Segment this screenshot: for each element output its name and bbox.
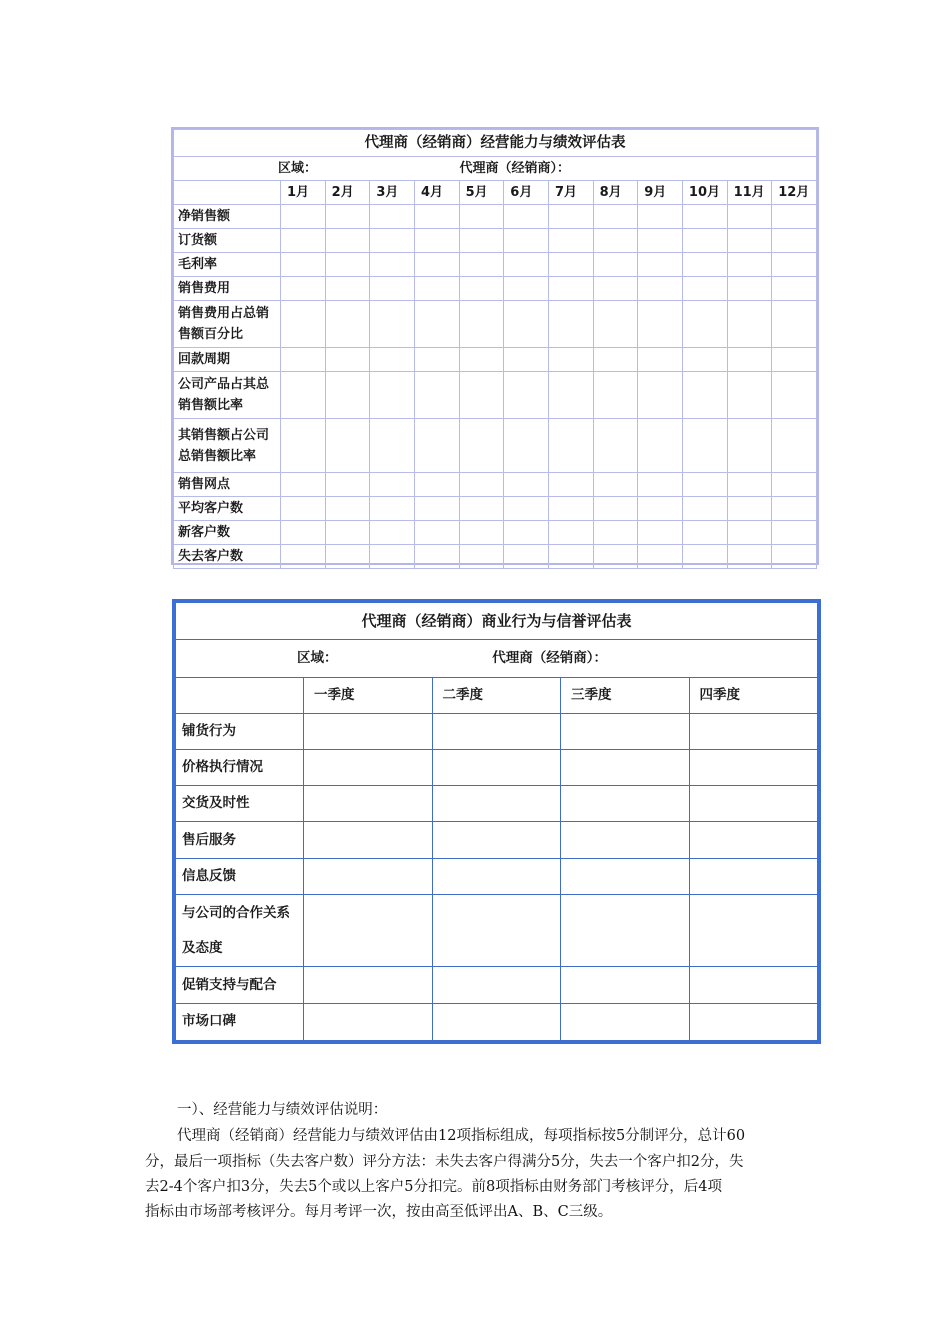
input-cell[interactable] [548, 473, 593, 497]
month-header: 3月 [370, 181, 415, 205]
input-cell[interactable] [682, 277, 727, 301]
row-label-line: 总销售额比率 [178, 448, 257, 464]
input-cell[interactable] [638, 229, 683, 253]
input-cell[interactable] [772, 419, 817, 473]
input-cell[interactable] [682, 372, 727, 419]
input-cell[interactable] [281, 277, 326, 301]
row-label-line: 促销支持与配合 [182, 976, 277, 993]
row-label [176, 1003, 304, 1040]
row-label [176, 822, 304, 858]
input-cell[interactable] [548, 205, 593, 229]
input-cell[interactable] [304, 1003, 433, 1040]
input-cell[interactable] [432, 858, 561, 894]
input-cell[interactable] [727, 497, 772, 521]
row-label [176, 749, 304, 785]
table-row [174, 301, 817, 348]
table-row [176, 749, 818, 785]
row-label-line: 售额百分比 [178, 327, 244, 342]
input-cell[interactable] [638, 277, 683, 301]
row-label-line: 公司产品占其总 [178, 377, 270, 392]
input-cell[interactable] [459, 497, 504, 521]
input-cell[interactable] [682, 419, 727, 473]
row-label [174, 473, 281, 497]
month-header: 9月 [638, 181, 683, 205]
input-cell[interactable] [727, 277, 772, 301]
quarter-header: 三季度 [561, 677, 690, 713]
row-label [174, 301, 281, 348]
input-cell[interactable] [593, 521, 638, 545]
table1-region-row [174, 157, 817, 181]
input-cell[interactable] [682, 473, 727, 497]
input-cell[interactable] [548, 348, 593, 372]
input-cell[interactable] [325, 419, 370, 473]
input-cell[interactable] [414, 205, 459, 229]
month-header: 11月 [727, 181, 772, 205]
input-cell[interactable] [325, 301, 370, 348]
input-cell[interactable] [689, 713, 818, 749]
table1-agent-label: 代理商（经销商）： [459, 161, 571, 176]
row-label-line: 净销售额 [178, 209, 231, 224]
table2-corner-cell [176, 677, 304, 713]
input-cell[interactable] [504, 253, 549, 277]
input-cell[interactable] [504, 277, 549, 301]
input-cell[interactable] [593, 545, 638, 569]
row-label [176, 858, 304, 894]
month-header: 5月 [459, 181, 504, 205]
table-row [176, 822, 818, 858]
input-cell[interactable] [281, 521, 326, 545]
row-label [174, 521, 281, 545]
input-cell[interactable] [370, 229, 415, 253]
input-cell[interactable] [727, 348, 772, 372]
row-label [174, 545, 281, 569]
row-label [174, 205, 281, 229]
input-cell[interactable] [281, 229, 326, 253]
input-cell[interactable] [638, 473, 683, 497]
table-row [176, 713, 818, 749]
performance-evaluation-table [171, 127, 819, 565]
input-cell[interactable] [504, 372, 549, 419]
input-cell[interactable] [325, 205, 370, 229]
input-cell[interactable] [727, 372, 772, 419]
table-row [176, 894, 818, 966]
business-credit-evaluation-table [172, 599, 821, 1044]
table-row [174, 545, 817, 569]
input-cell[interactable] [638, 545, 683, 569]
row-label [176, 967, 304, 1003]
input-cell[interactable] [638, 419, 683, 473]
input-cell[interactable] [459, 253, 504, 277]
input-cell[interactable] [689, 894, 818, 966]
quarter-header: 一季度 [304, 677, 433, 713]
input-cell[interactable] [772, 372, 817, 419]
input-cell[interactable] [414, 372, 459, 419]
input-cell[interactable] [459, 521, 504, 545]
input-cell[interactable] [304, 967, 433, 1003]
table-row [174, 253, 817, 277]
input-cell[interactable] [370, 473, 415, 497]
input-cell[interactable] [593, 473, 638, 497]
input-cell[interactable] [682, 301, 727, 348]
input-cell[interactable] [772, 205, 817, 229]
input-cell[interactable] [304, 894, 433, 966]
input-cell[interactable] [689, 858, 818, 894]
input-cell[interactable] [593, 277, 638, 301]
input-cell[interactable] [561, 967, 690, 1003]
quarter-header: 二季度 [432, 677, 561, 713]
input-cell[interactable] [414, 497, 459, 521]
input-cell[interactable] [504, 497, 549, 521]
input-cell[interactable] [370, 253, 415, 277]
input-cell[interactable] [325, 372, 370, 419]
input-cell[interactable] [689, 967, 818, 1003]
table-row [176, 858, 818, 894]
input-cell[interactable] [682, 229, 727, 253]
input-cell[interactable] [432, 894, 561, 966]
input-cell[interactable] [370, 521, 415, 545]
row-label-line: 销售费用 [178, 281, 231, 296]
quarter-header: 四季度 [689, 677, 818, 713]
table-row [174, 497, 817, 521]
row-label [176, 713, 304, 749]
description-line: 代理商（经销商）经营能力与绩效评估由12项指标组成，每项指标按5分制评分，总计60 [177, 1128, 746, 1144]
input-cell[interactable] [593, 253, 638, 277]
input-cell[interactable] [414, 277, 459, 301]
input-cell[interactable] [281, 205, 326, 229]
input-cell[interactable] [593, 372, 638, 419]
input-cell[interactable] [504, 419, 549, 473]
table-row [174, 348, 817, 372]
input-cell[interactable] [370, 205, 415, 229]
input-cell[interactable] [281, 372, 326, 419]
input-cell[interactable] [504, 545, 549, 569]
row-label [174, 372, 281, 419]
input-cell[interactable] [281, 348, 326, 372]
input-cell[interactable] [772, 473, 817, 497]
input-cell[interactable] [459, 545, 504, 569]
input-cell[interactable] [432, 1003, 561, 1040]
row-label-line: 信息反馈 [182, 867, 236, 884]
input-cell[interactable] [772, 253, 817, 277]
input-cell[interactable] [772, 497, 817, 521]
table2-region-row [176, 640, 818, 677]
input-cell[interactable] [325, 497, 370, 521]
table2-region-label: 区域： [297, 649, 338, 666]
input-cell[interactable] [593, 205, 638, 229]
input-cell[interactable] [689, 1003, 818, 1040]
input-cell[interactable] [432, 786, 561, 822]
input-cell[interactable] [638, 205, 683, 229]
input-cell[interactable] [432, 822, 561, 858]
input-cell[interactable] [772, 521, 817, 545]
input-cell[interactable] [432, 713, 561, 749]
input-cell[interactable] [727, 205, 772, 229]
row-label-line: 回款周期 [178, 352, 231, 367]
input-cell[interactable] [370, 277, 415, 301]
input-cell[interactable] [325, 545, 370, 569]
input-cell[interactable] [459, 301, 504, 348]
input-cell[interactable] [370, 348, 415, 372]
input-cell[interactable] [638, 372, 683, 419]
row-label-line: 订货额 [178, 233, 218, 248]
input-cell[interactable] [561, 713, 690, 749]
table-row [176, 1003, 818, 1040]
input-cell[interactable] [414, 301, 459, 348]
input-cell[interactable] [727, 253, 772, 277]
table-row [174, 419, 817, 473]
input-cell[interactable] [281, 545, 326, 569]
table-row [174, 473, 817, 497]
input-cell[interactable] [593, 419, 638, 473]
month-header: 12月 [772, 181, 817, 205]
input-cell[interactable] [459, 229, 504, 253]
month-header: 10月 [682, 181, 727, 205]
row-label-line: 新客户数 [178, 525, 231, 540]
row-label-line: 市场口碑 [182, 1013, 236, 1030]
month-header: 2月 [325, 181, 370, 205]
input-cell[interactable] [504, 521, 549, 545]
input-cell[interactable] [281, 497, 326, 521]
input-cell[interactable] [689, 786, 818, 822]
input-cell[interactable] [370, 372, 415, 419]
input-cell[interactable] [304, 858, 433, 894]
input-cell[interactable] [682, 253, 727, 277]
input-cell[interactable] [682, 545, 727, 569]
input-cell[interactable] [304, 786, 433, 822]
input-cell[interactable] [414, 419, 459, 473]
month-header: 1月 [281, 181, 326, 205]
input-cell[interactable] [561, 822, 690, 858]
row-label-line: 销售网点 [178, 477, 231, 492]
input-cell[interactable] [281, 253, 326, 277]
input-cell[interactable] [638, 301, 683, 348]
row-label-line: 铺货行为 [182, 722, 236, 739]
input-cell[interactable] [504, 473, 549, 497]
input-cell[interactable] [593, 229, 638, 253]
input-cell[interactable] [638, 497, 683, 521]
input-cell[interactable] [727, 301, 772, 348]
input-cell[interactable] [414, 253, 459, 277]
input-cell[interactable] [432, 967, 561, 1003]
input-cell[interactable] [561, 786, 690, 822]
table-row [174, 205, 817, 229]
row-label [174, 229, 281, 253]
input-cell[interactable] [727, 229, 772, 253]
table-row [174, 277, 817, 301]
input-cell[interactable] [325, 348, 370, 372]
description-line: 指标由市场部考核评分。每月考评一次，按由高至低评出A、B、C三级。 [145, 1204, 613, 1220]
row-label [176, 786, 304, 822]
input-cell[interactable] [504, 229, 549, 253]
row-label-line: 交货及时性 [182, 795, 250, 812]
description-line: 分，最后一项指标（失去客户数）评分方法：未失去客户得满分5分，失去一个客户扣2分，失 [145, 1154, 744, 1170]
description-line: 去2-4个客户扣3分，失去5个或以上客户5分扣完。前8项指标由财务部门考核评分，后4项 [145, 1179, 722, 1195]
table-row [174, 372, 817, 419]
table-row [176, 786, 818, 822]
input-cell[interactable] [561, 1003, 690, 1040]
input-cell[interactable] [304, 749, 433, 785]
table-row [174, 521, 817, 545]
input-cell[interactable] [772, 229, 817, 253]
input-cell[interactable] [504, 301, 549, 348]
input-cell[interactable] [281, 473, 326, 497]
month-header: 8月 [593, 181, 638, 205]
input-cell[interactable] [689, 749, 818, 785]
input-cell[interactable] [459, 348, 504, 372]
input-cell[interactable] [414, 545, 459, 569]
input-cell[interactable] [325, 229, 370, 253]
input-cell[interactable] [548, 301, 593, 348]
row-label-line: 价格执行情况 [182, 759, 263, 776]
description-heading: 一）、经营能力与绩效评估说明： [177, 1102, 388, 1118]
input-cell[interactable] [504, 348, 549, 372]
input-cell[interactable] [727, 521, 772, 545]
input-cell[interactable] [548, 521, 593, 545]
input-cell[interactable] [689, 822, 818, 858]
input-cell[interactable] [414, 229, 459, 253]
row-label-line: 其销售额占公司 [178, 427, 270, 443]
row-label [174, 497, 281, 521]
month-header: 6月 [504, 181, 549, 205]
input-cell[interactable] [682, 205, 727, 229]
input-cell[interactable] [593, 497, 638, 521]
input-cell[interactable] [370, 419, 415, 473]
input-cell[interactable] [772, 348, 817, 372]
row-label-line: 及态度 [182, 939, 223, 956]
input-cell[interactable] [593, 301, 638, 348]
input-cell[interactable] [561, 749, 690, 785]
input-cell[interactable] [370, 301, 415, 348]
input-cell[interactable] [548, 229, 593, 253]
row-label-line: 销售费用占总销 [178, 306, 270, 321]
input-cell[interactable] [459, 205, 504, 229]
row-label-line: 失去客户数 [178, 549, 244, 564]
row-label [174, 253, 281, 277]
input-cell[interactable] [325, 521, 370, 545]
row-label [174, 348, 281, 372]
input-cell[interactable] [682, 497, 727, 521]
input-cell[interactable] [682, 521, 727, 545]
input-cell[interactable] [772, 545, 817, 569]
input-cell[interactable] [682, 348, 727, 372]
table1-title: 代理商（经销商）经营能力与绩效评估表 [174, 130, 817, 157]
input-cell[interactable] [638, 521, 683, 545]
input-cell[interactable] [281, 419, 326, 473]
input-cell[interactable] [772, 277, 817, 301]
input-cell[interactable] [561, 894, 690, 966]
input-cell[interactable] [548, 545, 593, 569]
table2-title: 代理商（经销商）商业行为与信誉评估表 [176, 603, 818, 640]
table-row [176, 967, 818, 1003]
input-cell[interactable] [548, 419, 593, 473]
input-cell[interactable] [459, 372, 504, 419]
table1-corner-cell [174, 181, 281, 205]
row-label-line: 销售额比率 [178, 398, 244, 413]
table2-agent-label: 代理商（经销商）： [492, 649, 607, 666]
input-cell[interactable] [727, 545, 772, 569]
input-cell[interactable] [548, 277, 593, 301]
input-cell[interactable] [304, 713, 433, 749]
row-label [174, 277, 281, 301]
input-cell[interactable] [459, 277, 504, 301]
input-cell[interactable] [638, 253, 683, 277]
input-cell[interactable] [325, 253, 370, 277]
input-cell[interactable] [459, 473, 504, 497]
input-cell[interactable] [548, 372, 593, 419]
input-cell[interactable] [504, 205, 549, 229]
input-cell[interactable] [414, 348, 459, 372]
input-cell[interactable] [370, 497, 415, 521]
month-header: 7月 [548, 181, 593, 205]
row-label-line: 毛利率 [178, 257, 218, 272]
input-cell[interactable] [432, 749, 561, 785]
input-cell[interactable] [561, 858, 690, 894]
input-cell[interactable] [638, 348, 683, 372]
row-label-line: 平均客户数 [178, 501, 244, 516]
row-label-line: 售后服务 [182, 831, 236, 848]
input-cell[interactable] [414, 473, 459, 497]
input-cell[interactable] [281, 301, 326, 348]
input-cell[interactable] [370, 545, 415, 569]
input-cell[interactable] [325, 473, 370, 497]
input-cell[interactable] [772, 301, 817, 348]
input-cell[interactable] [459, 419, 504, 473]
table-row [174, 229, 817, 253]
input-cell[interactable] [548, 497, 593, 521]
row-label [176, 894, 304, 966]
input-cell[interactable] [727, 419, 772, 473]
row-label-line: 与公司的合作关系 [182, 904, 290, 921]
input-cell[interactable] [414, 521, 459, 545]
input-cell[interactable] [727, 473, 772, 497]
input-cell[interactable] [593, 348, 638, 372]
table1-region-label: 区域： [278, 161, 318, 176]
input-cell[interactable] [548, 253, 593, 277]
month-header: 4月 [414, 181, 459, 205]
row-label [174, 419, 281, 473]
input-cell[interactable] [325, 277, 370, 301]
input-cell[interactable] [304, 822, 433, 858]
